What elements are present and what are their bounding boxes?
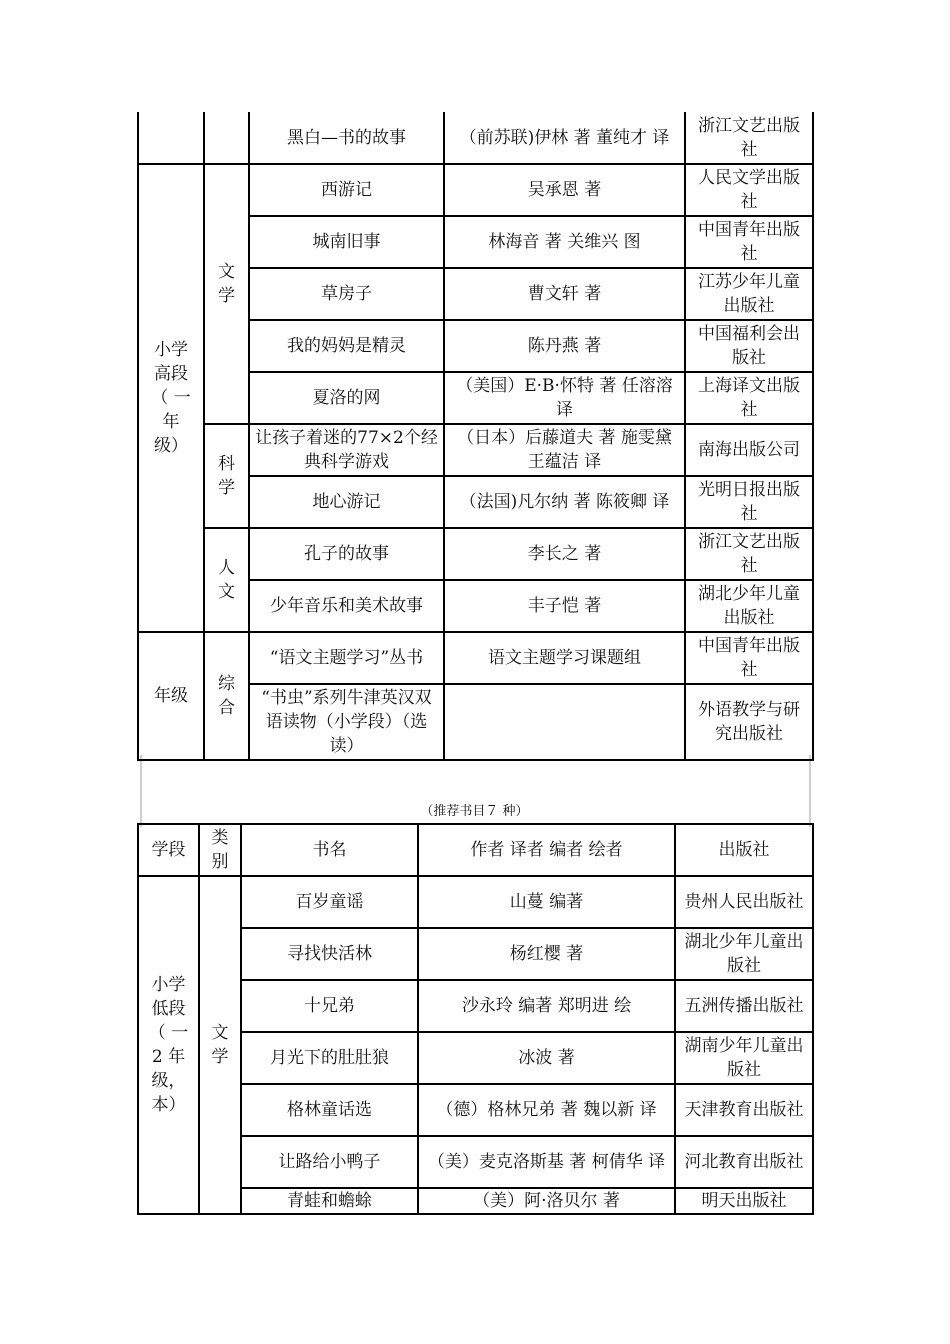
book-title: 城南旧事: [249, 216, 444, 268]
book-author: 语文主题学习课题组: [444, 632, 685, 684]
book-title: “书虫”系列牛津英汉双语读物（小学段）（选读）: [249, 684, 444, 760]
book-publisher: 外语教学与研究出版社: [685, 684, 813, 760]
book-title: 少年音乐和美术故事: [249, 580, 444, 632]
book-title: 寻找快活林: [241, 928, 418, 980]
book-title: 孔子的故事: [249, 528, 444, 580]
book-publisher: 中国福利会出版社: [685, 320, 813, 372]
book-publisher: 浙江文艺出版社: [685, 528, 813, 580]
book-publisher: 中国青年出版社: [685, 216, 813, 268]
book-title: “语文主题学习”丛书: [249, 632, 444, 684]
book-author: （日本）后藤道夫 著 施雯黛 王蕴洁 译: [444, 424, 685, 476]
book-author: 林海音 著 关维兴 图: [444, 216, 685, 268]
stage-cell-top: [138, 112, 204, 164]
book-publisher: 天津教育出版社: [675, 1084, 813, 1136]
book-publisher: 明天出版社: [675, 1188, 813, 1214]
book-publisher: 河北教育出版社: [675, 1136, 813, 1188]
book-title: 让孩子着迷的77×2个经典科学游戏: [249, 424, 444, 476]
book-publisher: 江苏少年儿童出版社: [685, 268, 813, 320]
book-title: 让路给小鸭子: [241, 1136, 418, 1188]
book-title: 月光下的肚肚狼: [241, 1032, 418, 1084]
book-title: 黑白—书的故事: [249, 112, 444, 164]
book-author: （美国）E·B·怀特 著 任溶溶 译: [444, 372, 685, 424]
book-title: 我的妈妈是精灵: [249, 320, 444, 372]
book-publisher: 湖北少年儿童出版社: [675, 928, 813, 980]
book-author: 曹文轩 著: [444, 268, 685, 320]
book-publisher: 人民文学出版社: [685, 164, 813, 216]
book-title: 十兄弟: [241, 980, 418, 1032]
header-stage: 学段: [138, 824, 199, 876]
book-author: （美）阿·洛贝尔 著: [418, 1188, 675, 1214]
book-publisher: 光明日报出版社: [685, 476, 813, 528]
stage-low-cell: 小学低段（ 一 2 年级，本）: [138, 876, 199, 1214]
category-literature: 文学: [199, 876, 241, 1214]
book-author: 吴承恩 著: [444, 164, 685, 216]
book-publisher: 湖南少年儿童出版社: [675, 1032, 813, 1084]
recommended-count-caption: （推荐书目７ 种）: [420, 804, 529, 819]
book-publisher: 中国青年出版社: [685, 632, 813, 684]
book-publisher: 上海译文出版社: [685, 372, 813, 424]
book-author: 山蔓 编著: [418, 876, 675, 928]
book-author: 丰子恺 著: [444, 580, 685, 632]
category-cell-top: [204, 112, 249, 164]
category-comprehensive: 综合: [204, 632, 249, 760]
book-table-upper: [137, 112, 814, 761]
header-author: 作者 译者 编者 绘者: [418, 824, 675, 876]
book-publisher: 贵州人民出版社: [675, 876, 813, 928]
stage-grade-cell: 年级: [138, 632, 204, 760]
book-publisher: 浙江文艺出版社: [685, 112, 813, 164]
book-publisher: 五洲传播出版社: [675, 980, 813, 1032]
stage-high-cell: 小学高段（ 一 年 级）: [138, 164, 204, 632]
header-category: 类别: [199, 824, 241, 876]
category-literature: 文学: [204, 164, 249, 424]
book-title: 青蛙和蟾蜍: [241, 1188, 418, 1214]
category-humanities: 人文: [204, 528, 249, 632]
header-title: 书名: [241, 824, 418, 876]
book-author: （前苏联)伊林 著 董纯才 译: [444, 112, 685, 164]
header-publisher: 出版社: [675, 824, 813, 876]
book-title: 草房子: [249, 268, 444, 320]
book-author: （美）麦克洛斯基 著 柯倩华 译: [418, 1136, 675, 1188]
book-author: （法国)凡尔纳 著 陈筱卿 译: [444, 476, 685, 528]
book-title: 地心游记: [249, 476, 444, 528]
book-table-lower: [137, 823, 814, 1215]
book-author: 李长之 著: [444, 528, 685, 580]
book-publisher: 湖北少年儿童出版社: [685, 580, 813, 632]
book-title: 百岁童谣: [241, 876, 418, 928]
book-title: 西游记: [249, 164, 444, 216]
book-author: 杨红樱 著: [418, 928, 675, 980]
book-author: 冰波 著: [418, 1032, 675, 1084]
book-publisher: 南海出版公司: [685, 424, 813, 476]
category-science: 科学: [204, 424, 249, 528]
book-title: 格林童话选: [241, 1084, 418, 1136]
book-author: 陈丹燕 著: [444, 320, 685, 372]
book-author: 沙永玲 编著 郑明进 绘: [418, 980, 675, 1032]
book-author: [444, 684, 685, 760]
book-title: 夏洛的网: [249, 372, 444, 424]
book-author: （德）格林兄弟 著 魏以新 译: [418, 1084, 675, 1136]
